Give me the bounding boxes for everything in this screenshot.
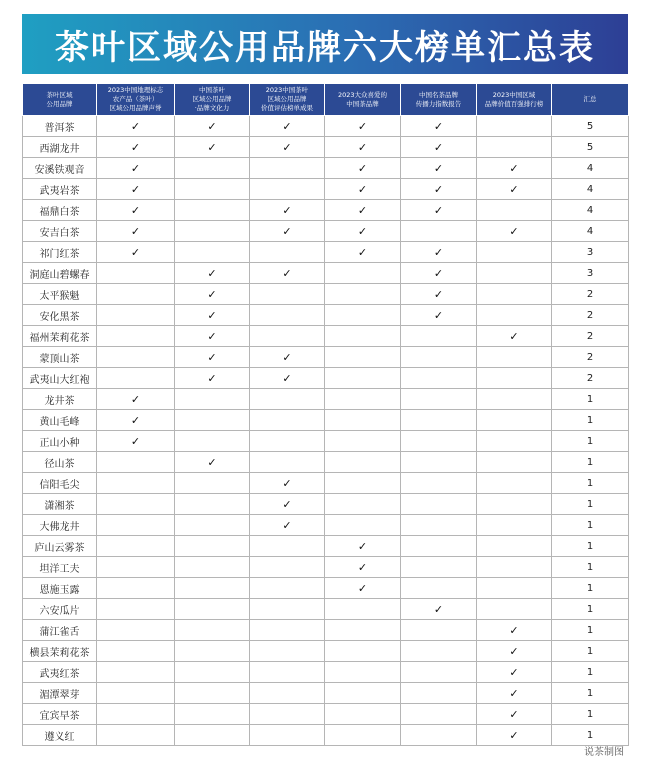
check-mark-icon: ✓ <box>97 179 175 200</box>
table-row <box>23 200 629 221</box>
total-cell: 3 <box>552 242 629 263</box>
empty-cell <box>175 410 250 431</box>
table-row <box>23 578 629 599</box>
empty-cell <box>175 578 250 599</box>
total-cell: 1 <box>552 515 629 536</box>
brand-name-cell: 大佛龙井 <box>23 515 97 536</box>
check-mark-icon: ✓ <box>97 242 175 263</box>
total-cell: 2 <box>552 347 629 368</box>
empty-cell <box>401 326 477 347</box>
empty-cell <box>477 137 552 158</box>
title-banner <box>22 14 628 74</box>
check-mark-icon: ✓ <box>250 347 325 368</box>
check-mark-icon: ✓ <box>325 137 401 158</box>
brand-name-cell: 坦洋工夫 <box>23 557 97 578</box>
empty-cell <box>250 242 325 263</box>
table-body <box>23 116 629 746</box>
brand-name-cell: 福州茉莉花茶 <box>23 326 97 347</box>
empty-cell <box>477 200 552 221</box>
empty-cell <box>250 578 325 599</box>
empty-cell <box>175 515 250 536</box>
empty-cell <box>175 704 250 725</box>
brand-name-cell: 宜宾早茶 <box>23 704 97 725</box>
empty-cell <box>401 515 477 536</box>
empty-cell <box>477 410 552 431</box>
empty-cell <box>175 242 250 263</box>
total-cell: 1 <box>552 704 629 725</box>
check-mark-icon: ✓ <box>250 116 325 137</box>
empty-cell <box>477 431 552 452</box>
total-cell: 2 <box>552 326 629 347</box>
empty-cell <box>401 536 477 557</box>
empty-cell <box>97 557 175 578</box>
table-row <box>23 347 629 368</box>
total-cell: 4 <box>552 158 629 179</box>
empty-cell <box>175 620 250 641</box>
brand-name-cell: 正山小种 <box>23 431 97 452</box>
table-row <box>23 242 629 263</box>
empty-cell <box>175 389 250 410</box>
brand-name-cell: 径山茶 <box>23 452 97 473</box>
empty-cell <box>477 347 552 368</box>
table-row <box>23 683 629 704</box>
empty-cell <box>401 557 477 578</box>
check-mark-icon: ✓ <box>250 515 325 536</box>
table-row <box>23 662 629 683</box>
empty-cell <box>250 410 325 431</box>
empty-cell <box>325 599 401 620</box>
total-cell: 1 <box>552 641 629 662</box>
header-list-4: 2023大众喜爱的 中国茶品牌 <box>325 84 401 116</box>
total-cell: 1 <box>552 473 629 494</box>
table-row <box>23 326 629 347</box>
empty-cell <box>175 599 250 620</box>
empty-cell <box>175 158 250 179</box>
empty-cell <box>97 662 175 683</box>
table-header-row <box>23 84 629 116</box>
empty-cell <box>175 473 250 494</box>
empty-cell <box>325 431 401 452</box>
empty-cell <box>250 179 325 200</box>
empty-cell <box>250 284 325 305</box>
brand-name-cell: 安化黑茶 <box>23 305 97 326</box>
total-cell: 1 <box>552 431 629 452</box>
header-list-3: 2023中国茶叶 区域公用品牌 价值评估榜单成果 <box>250 84 325 116</box>
total-cell: 1 <box>552 599 629 620</box>
check-mark-icon: ✓ <box>97 137 175 158</box>
check-mark-icon: ✓ <box>401 158 477 179</box>
empty-cell <box>325 725 401 746</box>
brand-name-cell: 西湖龙井 <box>23 137 97 158</box>
empty-cell <box>250 389 325 410</box>
check-mark-icon: ✓ <box>175 368 250 389</box>
empty-cell <box>97 599 175 620</box>
empty-cell <box>401 389 477 410</box>
brand-name-cell: 横县茉莉花茶 <box>23 641 97 662</box>
brand-name-cell: 信阳毛尖 <box>23 473 97 494</box>
empty-cell <box>175 725 250 746</box>
empty-cell <box>477 473 552 494</box>
empty-cell <box>250 704 325 725</box>
empty-cell <box>325 704 401 725</box>
empty-cell <box>325 263 401 284</box>
check-mark-icon: ✓ <box>477 641 552 662</box>
empty-cell <box>97 578 175 599</box>
check-mark-icon: ✓ <box>97 200 175 221</box>
total-cell: 1 <box>552 725 629 746</box>
empty-cell <box>477 452 552 473</box>
empty-cell <box>325 452 401 473</box>
table-row <box>23 599 629 620</box>
check-mark-icon: ✓ <box>401 284 477 305</box>
total-cell: 4 <box>552 179 629 200</box>
total-cell: 1 <box>552 410 629 431</box>
check-mark-icon: ✓ <box>175 116 250 137</box>
empty-cell <box>175 641 250 662</box>
check-mark-icon: ✓ <box>401 263 477 284</box>
total-cell: 1 <box>552 578 629 599</box>
check-mark-icon: ✓ <box>250 368 325 389</box>
empty-cell <box>175 221 250 242</box>
empty-cell <box>325 326 401 347</box>
total-cell: 1 <box>552 452 629 473</box>
empty-cell <box>97 452 175 473</box>
table-row <box>23 116 629 137</box>
brand-name-cell: 恩施玉露 <box>23 578 97 599</box>
table-row <box>23 452 629 473</box>
brand-name-cell: 普洱茶 <box>23 116 97 137</box>
check-mark-icon: ✓ <box>97 158 175 179</box>
check-mark-icon: ✓ <box>477 683 552 704</box>
empty-cell <box>250 452 325 473</box>
empty-cell <box>325 347 401 368</box>
table-row <box>23 137 629 158</box>
empty-cell <box>477 284 552 305</box>
empty-cell <box>175 662 250 683</box>
empty-cell <box>250 683 325 704</box>
check-mark-icon: ✓ <box>401 599 477 620</box>
total-cell: 1 <box>552 683 629 704</box>
empty-cell <box>250 158 325 179</box>
empty-cell <box>325 662 401 683</box>
empty-cell <box>250 662 325 683</box>
empty-cell <box>97 305 175 326</box>
empty-cell <box>175 683 250 704</box>
table-row <box>23 410 629 431</box>
brand-name-cell: 太平猴魁 <box>23 284 97 305</box>
empty-cell <box>97 683 175 704</box>
check-mark-icon: ✓ <box>477 326 552 347</box>
table-row <box>23 641 629 662</box>
total-cell: 1 <box>552 536 629 557</box>
empty-cell <box>175 536 250 557</box>
table-row <box>23 179 629 200</box>
check-mark-icon: ✓ <box>325 200 401 221</box>
empty-cell <box>401 620 477 641</box>
credit-text: 说茶制图 <box>584 747 624 758</box>
check-mark-icon: ✓ <box>401 137 477 158</box>
header-list-5: 中国名茶品牌 传播力指数报告 <box>401 84 477 116</box>
empty-cell <box>477 305 552 326</box>
brand-name-cell: 遵义红 <box>23 725 97 746</box>
empty-cell <box>250 599 325 620</box>
empty-cell <box>401 431 477 452</box>
check-mark-icon: ✓ <box>97 431 175 452</box>
empty-cell <box>325 410 401 431</box>
check-mark-icon: ✓ <box>175 452 250 473</box>
empty-cell <box>97 473 175 494</box>
brand-name-cell: 洞庭山碧螺春 <box>23 263 97 284</box>
empty-cell <box>477 116 552 137</box>
table-row <box>23 557 629 578</box>
empty-cell <box>97 326 175 347</box>
table-row <box>23 221 629 242</box>
empty-cell <box>477 368 552 389</box>
check-mark-icon: ✓ <box>175 305 250 326</box>
table-row <box>23 536 629 557</box>
empty-cell <box>401 473 477 494</box>
empty-cell <box>325 368 401 389</box>
check-mark-icon: ✓ <box>250 494 325 515</box>
empty-cell <box>175 431 250 452</box>
total-cell: 1 <box>552 620 629 641</box>
check-mark-icon: ✓ <box>175 326 250 347</box>
check-mark-icon: ✓ <box>325 221 401 242</box>
empty-cell <box>97 725 175 746</box>
empty-cell <box>401 347 477 368</box>
empty-cell <box>175 179 250 200</box>
table-row <box>23 473 629 494</box>
check-mark-icon: ✓ <box>477 620 552 641</box>
check-mark-icon: ✓ <box>97 410 175 431</box>
table-row <box>23 725 629 746</box>
empty-cell <box>250 305 325 326</box>
check-mark-icon: ✓ <box>250 221 325 242</box>
check-mark-icon: ✓ <box>250 263 325 284</box>
check-mark-icon: ✓ <box>477 725 552 746</box>
empty-cell <box>250 557 325 578</box>
table-row <box>23 515 629 536</box>
empty-cell <box>250 641 325 662</box>
check-mark-icon: ✓ <box>325 158 401 179</box>
empty-cell <box>325 683 401 704</box>
empty-cell <box>325 473 401 494</box>
empty-cell <box>477 389 552 410</box>
table-row <box>23 158 629 179</box>
empty-cell <box>175 494 250 515</box>
page-title: 茶叶区域公用品牌六大榜单汇总表 <box>55 27 595 68</box>
empty-cell <box>97 536 175 557</box>
brand-name-cell: 蒙顶山茶 <box>23 347 97 368</box>
header-list-6: 2023中国区域 品牌价值百强排行榜 <box>477 84 552 116</box>
check-mark-icon: ✓ <box>250 473 325 494</box>
summary-table <box>22 83 629 746</box>
empty-cell <box>97 704 175 725</box>
total-cell: 5 <box>552 116 629 137</box>
table-row <box>23 620 629 641</box>
table-row <box>23 431 629 452</box>
check-mark-icon: ✓ <box>401 200 477 221</box>
check-mark-icon: ✓ <box>325 536 401 557</box>
brand-name-cell: 武夷红茶 <box>23 662 97 683</box>
table-row <box>23 704 629 725</box>
brand-name-cell: 潇湘茶 <box>23 494 97 515</box>
empty-cell <box>250 620 325 641</box>
empty-cell <box>325 284 401 305</box>
check-mark-icon: ✓ <box>325 578 401 599</box>
empty-cell <box>477 494 552 515</box>
check-mark-icon: ✓ <box>175 263 250 284</box>
empty-cell <box>477 536 552 557</box>
check-mark-icon: ✓ <box>250 200 325 221</box>
empty-cell <box>97 620 175 641</box>
empty-cell <box>325 305 401 326</box>
check-mark-icon: ✓ <box>325 116 401 137</box>
check-mark-icon: ✓ <box>401 305 477 326</box>
brand-name-cell: 黄山毛峰 <box>23 410 97 431</box>
check-mark-icon: ✓ <box>97 116 175 137</box>
brand-name-cell: 湄潭翠芽 <box>23 683 97 704</box>
brand-name-cell: 武夷山大红袍 <box>23 368 97 389</box>
empty-cell <box>97 494 175 515</box>
header-list-1: 2023中国地理标志 农产品（茶叶） 区域公用品牌声誉 <box>97 84 175 116</box>
empty-cell <box>401 494 477 515</box>
header-brand: 茶叶区域 公用品牌 <box>23 84 97 116</box>
empty-cell <box>325 620 401 641</box>
total-cell: 1 <box>552 389 629 410</box>
empty-cell <box>325 641 401 662</box>
empty-cell <box>401 410 477 431</box>
table-row <box>23 494 629 515</box>
table-row <box>23 263 629 284</box>
check-mark-icon: ✓ <box>477 662 552 683</box>
empty-cell <box>175 557 250 578</box>
empty-cell <box>97 515 175 536</box>
brand-name-cell: 蒲江雀舌 <box>23 620 97 641</box>
total-cell: 2 <box>552 368 629 389</box>
brand-name-cell: 庐山云雾茶 <box>23 536 97 557</box>
check-mark-icon: ✓ <box>175 137 250 158</box>
empty-cell <box>325 494 401 515</box>
empty-cell <box>325 515 401 536</box>
empty-cell <box>97 641 175 662</box>
total-cell: 2 <box>552 284 629 305</box>
check-mark-icon: ✓ <box>325 557 401 578</box>
check-mark-icon: ✓ <box>325 179 401 200</box>
table-row <box>23 305 629 326</box>
brand-name-cell: 祁门红茶 <box>23 242 97 263</box>
empty-cell <box>477 557 552 578</box>
total-cell: 3 <box>552 263 629 284</box>
check-mark-icon: ✓ <box>97 389 175 410</box>
check-mark-icon: ✓ <box>401 116 477 137</box>
empty-cell <box>401 683 477 704</box>
total-cell: 5 <box>552 137 629 158</box>
empty-cell <box>250 431 325 452</box>
brand-name-cell: 安吉白茶 <box>23 221 97 242</box>
empty-cell <box>250 326 325 347</box>
empty-cell <box>325 389 401 410</box>
check-mark-icon: ✓ <box>477 179 552 200</box>
brand-name-cell: 龙井茶 <box>23 389 97 410</box>
check-mark-icon: ✓ <box>97 221 175 242</box>
check-mark-icon: ✓ <box>250 137 325 158</box>
brand-name-cell: 福鼎白茶 <box>23 200 97 221</box>
empty-cell <box>401 662 477 683</box>
empty-cell <box>401 221 477 242</box>
empty-cell <box>401 704 477 725</box>
check-mark-icon: ✓ <box>477 158 552 179</box>
empty-cell <box>477 578 552 599</box>
empty-cell <box>401 578 477 599</box>
check-mark-icon: ✓ <box>401 242 477 263</box>
total-cell: 1 <box>552 557 629 578</box>
table-row <box>23 284 629 305</box>
check-mark-icon: ✓ <box>175 347 250 368</box>
check-mark-icon: ✓ <box>401 179 477 200</box>
empty-cell <box>175 200 250 221</box>
empty-cell <box>97 284 175 305</box>
empty-cell <box>401 641 477 662</box>
header-total: 汇总 <box>552 84 629 116</box>
empty-cell <box>477 242 552 263</box>
empty-cell <box>97 263 175 284</box>
brand-name-cell: 六安瓜片 <box>23 599 97 620</box>
total-cell: 4 <box>552 221 629 242</box>
check-mark-icon: ✓ <box>175 284 250 305</box>
total-cell: 2 <box>552 305 629 326</box>
empty-cell <box>250 536 325 557</box>
check-mark-icon: ✓ <box>477 221 552 242</box>
table-row <box>23 389 629 410</box>
table-row <box>23 368 629 389</box>
empty-cell <box>401 725 477 746</box>
empty-cell <box>401 368 477 389</box>
empty-cell <box>477 263 552 284</box>
check-mark-icon: ✓ <box>325 242 401 263</box>
total-cell: 4 <box>552 200 629 221</box>
total-cell: 1 <box>552 662 629 683</box>
empty-cell <box>97 347 175 368</box>
check-mark-icon: ✓ <box>477 704 552 725</box>
empty-cell <box>477 599 552 620</box>
brand-name-cell: 安溪铁观音 <box>23 158 97 179</box>
empty-cell <box>477 515 552 536</box>
total-cell: 1 <box>552 494 629 515</box>
empty-cell <box>401 452 477 473</box>
header-list-2: 中国茶叶 区域公用品牌 ·品牌文化力 <box>175 84 250 116</box>
empty-cell <box>97 368 175 389</box>
empty-cell <box>250 725 325 746</box>
brand-name-cell: 武夷岩茶 <box>23 179 97 200</box>
